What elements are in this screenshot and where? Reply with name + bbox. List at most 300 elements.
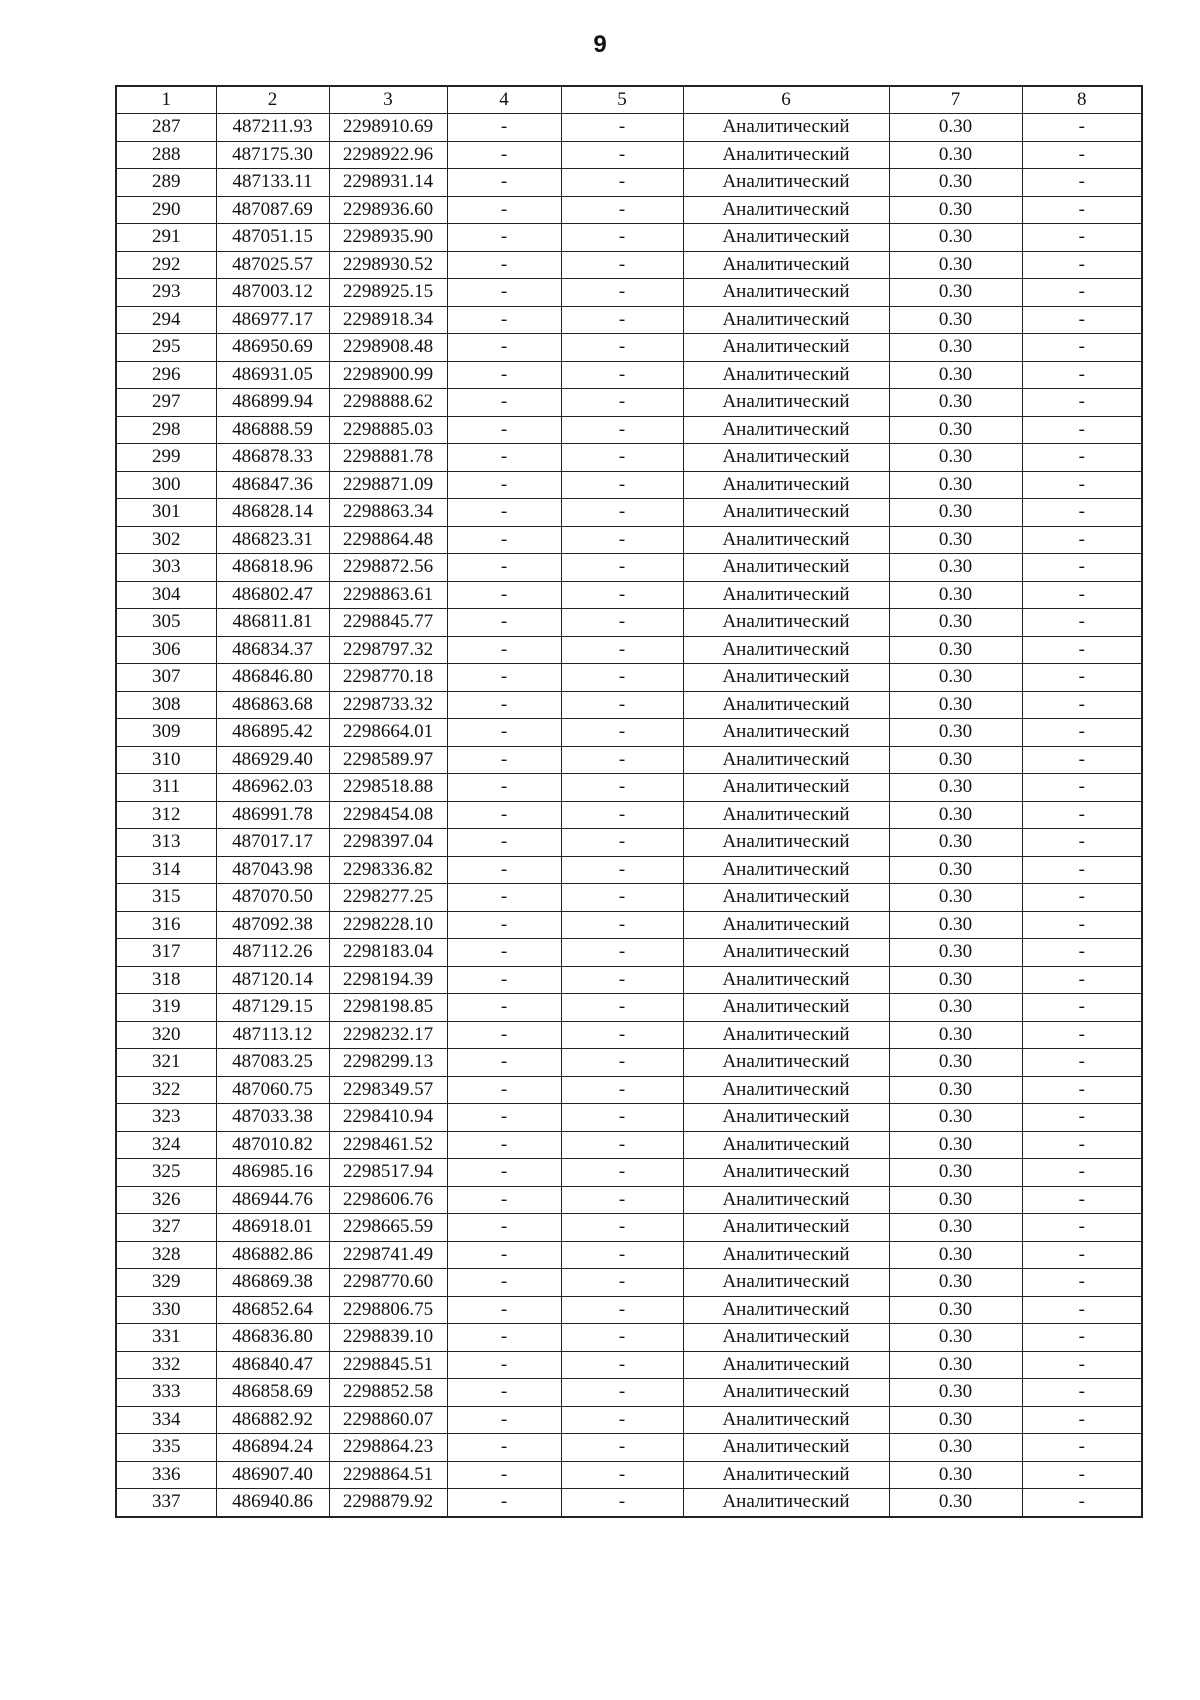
table-row [116, 361, 1142, 389]
method-cell: Аналитический [683, 444, 889, 472]
column-8-value-cell: - [1022, 169, 1142, 197]
accuracy-cell: 0.30 [889, 251, 1022, 279]
accuracy-cell: 0.30 [889, 1214, 1022, 1242]
method-cell: Аналитический [683, 1489, 889, 1517]
table-row [116, 251, 1142, 279]
y-coordinate-cell: 2298770.60 [329, 1269, 447, 1297]
table-row [116, 499, 1142, 527]
column-5-value-cell: - [561, 251, 683, 279]
y-coordinate-cell: 2298741.49 [329, 1241, 447, 1269]
point-number-cell: 290 [116, 196, 216, 224]
point-number-cell: 300 [116, 471, 216, 499]
method-cell: Аналитический [683, 279, 889, 307]
point-number-cell: 302 [116, 526, 216, 554]
column-4-value-cell: - [447, 966, 561, 994]
x-coordinate-cell: 487133.11 [216, 169, 329, 197]
x-coordinate-cell: 486882.86 [216, 1241, 329, 1269]
table-row [116, 746, 1142, 774]
column-4-value-cell: - [447, 1131, 561, 1159]
point-number-cell: 330 [116, 1296, 216, 1324]
accuracy-cell: 0.30 [889, 196, 1022, 224]
table-row [116, 1296, 1142, 1324]
column-4-value-cell: - [447, 664, 561, 692]
accuracy-cell: 0.30 [889, 361, 1022, 389]
accuracy-cell: 0.30 [889, 829, 1022, 857]
table-row [116, 279, 1142, 307]
y-coordinate-cell: 2298806.75 [329, 1296, 447, 1324]
accuracy-cell: 0.30 [889, 526, 1022, 554]
column-5-value-cell: - [561, 609, 683, 637]
method-cell: Аналитический [683, 581, 889, 609]
column-4-value-cell: - [447, 1214, 561, 1242]
y-coordinate-cell: 2298518.88 [329, 774, 447, 802]
y-coordinate-cell: 2298931.14 [329, 169, 447, 197]
column-5-value-cell: - [561, 1021, 683, 1049]
column-5-value-cell: - [561, 554, 683, 582]
column-4-value-cell: - [447, 994, 561, 1022]
accuracy-cell: 0.30 [889, 444, 1022, 472]
column-4-value-cell: - [447, 1434, 561, 1462]
column-8-value-cell: - [1022, 884, 1142, 912]
method-cell: Аналитический [683, 1159, 889, 1187]
y-coordinate-cell: 2298864.48 [329, 526, 447, 554]
method-cell: Аналитический [683, 389, 889, 417]
column-4-value-cell: - [447, 884, 561, 912]
column-header: 6 [683, 86, 889, 114]
column-4-value-cell: - [447, 1269, 561, 1297]
point-number-cell: 320 [116, 1021, 216, 1049]
table-row [116, 1076, 1142, 1104]
x-coordinate-cell: 486882.92 [216, 1406, 329, 1434]
method-cell: Аналитический [683, 829, 889, 857]
method-cell: Аналитический [683, 1104, 889, 1132]
column-5-value-cell: - [561, 1186, 683, 1214]
x-coordinate-cell: 487211.93 [216, 114, 329, 142]
y-coordinate-cell: 2298183.04 [329, 939, 447, 967]
column-4-value-cell: - [447, 581, 561, 609]
column-4-value-cell: - [447, 1186, 561, 1214]
point-number-cell: 293 [116, 279, 216, 307]
column-5-value-cell: - [561, 884, 683, 912]
column-8-value-cell: - [1022, 1296, 1142, 1324]
accuracy-cell: 0.30 [889, 719, 1022, 747]
column-4-value-cell: - [447, 1406, 561, 1434]
column-4-value-cell: - [447, 444, 561, 472]
table-row [116, 1406, 1142, 1434]
accuracy-cell: 0.30 [889, 911, 1022, 939]
column-8-value-cell: - [1022, 1461, 1142, 1489]
column-8-value-cell: - [1022, 499, 1142, 527]
column-4-value-cell: - [447, 1489, 561, 1517]
column-8-value-cell: - [1022, 774, 1142, 802]
y-coordinate-cell: 2298900.99 [329, 361, 447, 389]
column-5-value-cell: - [561, 1214, 683, 1242]
column-4-value-cell: - [447, 306, 561, 334]
column-8-value-cell: - [1022, 114, 1142, 142]
table-row [116, 1104, 1142, 1132]
column-8-value-cell: - [1022, 581, 1142, 609]
x-coordinate-cell: 487113.12 [216, 1021, 329, 1049]
column-5-value-cell: - [561, 499, 683, 527]
y-coordinate-cell: 2298864.51 [329, 1461, 447, 1489]
table-row [116, 141, 1142, 169]
accuracy-cell: 0.30 [889, 169, 1022, 197]
column-4-value-cell: - [447, 1241, 561, 1269]
accuracy-cell: 0.30 [889, 609, 1022, 637]
x-coordinate-cell: 487017.17 [216, 829, 329, 857]
point-number-cell: 317 [116, 939, 216, 967]
y-coordinate-cell: 2298232.17 [329, 1021, 447, 1049]
column-4-value-cell: - [447, 719, 561, 747]
x-coordinate-cell: 486823.31 [216, 526, 329, 554]
method-cell: Аналитический [683, 1214, 889, 1242]
point-number-cell: 325 [116, 1159, 216, 1187]
y-coordinate-cell: 2298839.10 [329, 1324, 447, 1352]
column-5-value-cell: - [561, 829, 683, 857]
column-header: 2 [216, 86, 329, 114]
method-cell: Аналитический [683, 416, 889, 444]
column-8-value-cell: - [1022, 471, 1142, 499]
column-4-value-cell: - [447, 251, 561, 279]
accuracy-cell: 0.30 [889, 114, 1022, 142]
x-coordinate-cell: 487112.26 [216, 939, 329, 967]
point-number-cell: 331 [116, 1324, 216, 1352]
method-cell: Аналитический [683, 1379, 889, 1407]
x-coordinate-cell: 486985.16 [216, 1159, 329, 1187]
table-row [116, 196, 1142, 224]
y-coordinate-cell: 2298872.56 [329, 554, 447, 582]
column-5-value-cell: - [561, 224, 683, 252]
column-8-value-cell: - [1022, 1021, 1142, 1049]
point-number-cell: 310 [116, 746, 216, 774]
method-cell: Аналитический [683, 994, 889, 1022]
x-coordinate-cell: 486834.37 [216, 636, 329, 664]
x-coordinate-cell: 486878.33 [216, 444, 329, 472]
x-coordinate-cell: 486840.47 [216, 1351, 329, 1379]
accuracy-cell: 0.30 [889, 636, 1022, 664]
point-number-cell: 301 [116, 499, 216, 527]
point-number-cell: 296 [116, 361, 216, 389]
table-row [116, 884, 1142, 912]
table-row [116, 911, 1142, 939]
method-cell: Аналитический [683, 1351, 889, 1379]
column-8-value-cell: - [1022, 554, 1142, 582]
column-8-value-cell: - [1022, 279, 1142, 307]
method-cell: Аналитический [683, 1241, 889, 1269]
table-row [116, 691, 1142, 719]
y-coordinate-cell: 2298299.13 [329, 1049, 447, 1077]
column-8-value-cell: - [1022, 1159, 1142, 1187]
x-coordinate-cell: 487033.38 [216, 1104, 329, 1132]
column-8-value-cell: - [1022, 939, 1142, 967]
x-coordinate-cell: 487010.82 [216, 1131, 329, 1159]
accuracy-cell: 0.30 [889, 1269, 1022, 1297]
column-5-value-cell: - [561, 1434, 683, 1462]
page-number: 9 [593, 31, 607, 58]
point-number-cell: 288 [116, 141, 216, 169]
accuracy-cell: 0.30 [889, 1434, 1022, 1462]
column-8-value-cell: - [1022, 1406, 1142, 1434]
y-coordinate-cell: 2298589.97 [329, 746, 447, 774]
column-5-value-cell: - [561, 664, 683, 692]
method-cell: Аналитический [683, 306, 889, 334]
table-row [116, 1131, 1142, 1159]
column-5-value-cell: - [561, 691, 683, 719]
column-8-value-cell: - [1022, 691, 1142, 719]
y-coordinate-cell: 2298879.92 [329, 1489, 447, 1517]
y-coordinate-cell: 2298665.59 [329, 1214, 447, 1242]
accuracy-cell: 0.30 [889, 499, 1022, 527]
x-coordinate-cell: 486991.78 [216, 801, 329, 829]
coordinates-table [115, 85, 1143, 1518]
column-5-value-cell: - [561, 1489, 683, 1517]
point-number-cell: 327 [116, 1214, 216, 1242]
point-number-cell: 329 [116, 1269, 216, 1297]
point-number-cell: 306 [116, 636, 216, 664]
y-coordinate-cell: 2298845.51 [329, 1351, 447, 1379]
point-number-cell: 326 [116, 1186, 216, 1214]
column-8-value-cell: - [1022, 1104, 1142, 1132]
y-coordinate-cell: 2298863.34 [329, 499, 447, 527]
x-coordinate-cell: 486950.69 [216, 334, 329, 362]
column-header: 4 [447, 86, 561, 114]
accuracy-cell: 0.30 [889, 1461, 1022, 1489]
point-number-cell: 307 [116, 664, 216, 692]
table-row [116, 526, 1142, 554]
method-cell: Аналитический [683, 1461, 889, 1489]
column-4-value-cell: - [447, 829, 561, 857]
column-8-value-cell: - [1022, 1269, 1142, 1297]
y-coordinate-cell: 2298885.03 [329, 416, 447, 444]
method-cell: Аналитический [683, 856, 889, 884]
column-header: 8 [1022, 86, 1142, 114]
method-cell: Аналитический [683, 801, 889, 829]
accuracy-cell: 0.30 [889, 1021, 1022, 1049]
column-5-value-cell: - [561, 1406, 683, 1434]
method-cell: Аналитический [683, 719, 889, 747]
column-5-value-cell: - [561, 636, 683, 664]
point-number-cell: 309 [116, 719, 216, 747]
column-8-value-cell: - [1022, 1489, 1142, 1517]
x-coordinate-cell: 487175.30 [216, 141, 329, 169]
accuracy-cell: 0.30 [889, 471, 1022, 499]
column-8-value-cell: - [1022, 1379, 1142, 1407]
column-4-value-cell: - [447, 746, 561, 774]
method-cell: Аналитический [683, 636, 889, 664]
method-cell: Аналитический [683, 471, 889, 499]
column-4-value-cell: - [447, 609, 561, 637]
table-row [116, 1021, 1142, 1049]
column-5-value-cell: - [561, 746, 683, 774]
y-coordinate-cell: 2298925.15 [329, 279, 447, 307]
y-coordinate-cell: 2298935.90 [329, 224, 447, 252]
y-coordinate-cell: 2298852.58 [329, 1379, 447, 1407]
x-coordinate-cell: 486962.03 [216, 774, 329, 802]
column-4-value-cell: - [447, 334, 561, 362]
x-coordinate-cell: 487025.57 [216, 251, 329, 279]
y-coordinate-cell: 2298194.39 [329, 966, 447, 994]
accuracy-cell: 0.30 [889, 939, 1022, 967]
method-cell: Аналитический [683, 1296, 889, 1324]
accuracy-cell: 0.30 [889, 1049, 1022, 1077]
y-coordinate-cell: 2298228.10 [329, 911, 447, 939]
column-8-value-cell: - [1022, 1241, 1142, 1269]
table-row [116, 1186, 1142, 1214]
table-row [116, 1159, 1142, 1187]
x-coordinate-cell: 487129.15 [216, 994, 329, 1022]
point-number-cell: 321 [116, 1049, 216, 1077]
table-row [116, 966, 1142, 994]
x-coordinate-cell: 486929.40 [216, 746, 329, 774]
point-number-cell: 311 [116, 774, 216, 802]
column-4-value-cell: - [447, 1159, 561, 1187]
y-coordinate-cell: 2298922.96 [329, 141, 447, 169]
y-coordinate-cell: 2298517.94 [329, 1159, 447, 1187]
table-row [116, 334, 1142, 362]
accuracy-cell: 0.30 [889, 1379, 1022, 1407]
column-5-value-cell: - [561, 279, 683, 307]
column-4-value-cell: - [447, 1296, 561, 1324]
y-coordinate-cell: 2298277.25 [329, 884, 447, 912]
column-5-value-cell: - [561, 966, 683, 994]
table-row [116, 829, 1142, 857]
table-row [116, 581, 1142, 609]
accuracy-cell: 0.30 [889, 1131, 1022, 1159]
method-cell: Аналитический [683, 526, 889, 554]
column-4-value-cell: - [447, 856, 561, 884]
y-coordinate-cell: 2298410.94 [329, 1104, 447, 1132]
table-row [116, 1489, 1142, 1517]
x-coordinate-cell: 486977.17 [216, 306, 329, 334]
column-8-value-cell: - [1022, 719, 1142, 747]
x-coordinate-cell: 487043.98 [216, 856, 329, 884]
point-number-cell: 336 [116, 1461, 216, 1489]
table-row [116, 1461, 1142, 1489]
column-8-value-cell: - [1022, 389, 1142, 417]
method-cell: Аналитический [683, 554, 889, 582]
accuracy-cell: 0.30 [889, 856, 1022, 884]
point-number-cell: 287 [116, 114, 216, 142]
column-4-value-cell: - [447, 939, 561, 967]
point-number-cell: 323 [116, 1104, 216, 1132]
point-number-cell: 308 [116, 691, 216, 719]
point-number-cell: 332 [116, 1351, 216, 1379]
x-coordinate-cell: 486828.14 [216, 499, 329, 527]
table-row [116, 554, 1142, 582]
y-coordinate-cell: 2298881.78 [329, 444, 447, 472]
x-coordinate-cell: 486852.64 [216, 1296, 329, 1324]
accuracy-cell: 0.30 [889, 1241, 1022, 1269]
table-row [116, 801, 1142, 829]
method-cell: Аналитический [683, 1324, 889, 1352]
y-coordinate-cell: 2298910.69 [329, 114, 447, 142]
method-cell: Аналитический [683, 1269, 889, 1297]
x-coordinate-cell: 486847.36 [216, 471, 329, 499]
x-coordinate-cell: 486895.42 [216, 719, 329, 747]
method-cell: Аналитический [683, 774, 889, 802]
column-8-value-cell: - [1022, 1186, 1142, 1214]
column-8-value-cell: - [1022, 1049, 1142, 1077]
column-header: 1 [116, 86, 216, 114]
point-number-cell: 289 [116, 169, 216, 197]
column-8-value-cell: - [1022, 829, 1142, 857]
column-4-value-cell: - [447, 636, 561, 664]
method-cell: Аналитический [683, 114, 889, 142]
table-row [116, 1351, 1142, 1379]
accuracy-cell: 0.30 [889, 334, 1022, 362]
method-cell: Аналитический [683, 939, 889, 967]
column-4-value-cell: - [447, 691, 561, 719]
accuracy-cell: 0.30 [889, 581, 1022, 609]
x-coordinate-cell: 486863.68 [216, 691, 329, 719]
point-number-cell: 304 [116, 581, 216, 609]
column-4-value-cell: - [447, 499, 561, 527]
table-row [116, 169, 1142, 197]
column-4-value-cell: - [447, 1324, 561, 1352]
table-row [116, 471, 1142, 499]
accuracy-cell: 0.30 [889, 141, 1022, 169]
table-row [116, 1379, 1142, 1407]
accuracy-cell: 0.30 [889, 416, 1022, 444]
y-coordinate-cell: 2298871.09 [329, 471, 447, 499]
column-5-value-cell: - [561, 856, 683, 884]
method-cell: Аналитический [683, 1131, 889, 1159]
y-coordinate-cell: 2298936.60 [329, 196, 447, 224]
y-coordinate-cell: 2298664.01 [329, 719, 447, 747]
table-row [116, 306, 1142, 334]
x-coordinate-cell: 487120.14 [216, 966, 329, 994]
point-number-cell: 334 [116, 1406, 216, 1434]
method-cell: Аналитический [683, 224, 889, 252]
method-cell: Аналитический [683, 746, 889, 774]
point-number-cell: 292 [116, 251, 216, 279]
x-coordinate-cell: 486818.96 [216, 554, 329, 582]
accuracy-cell: 0.30 [889, 279, 1022, 307]
method-cell: Аналитический [683, 169, 889, 197]
method-cell: Аналитический [683, 334, 889, 362]
column-4-value-cell: - [447, 1076, 561, 1104]
y-coordinate-cell: 2298864.23 [329, 1434, 447, 1462]
column-4-value-cell: - [447, 471, 561, 499]
y-coordinate-cell: 2298888.62 [329, 389, 447, 417]
column-8-value-cell: - [1022, 196, 1142, 224]
column-5-value-cell: - [561, 169, 683, 197]
column-5-value-cell: - [561, 114, 683, 142]
method-cell: Аналитический [683, 1406, 889, 1434]
accuracy-cell: 0.30 [889, 1406, 1022, 1434]
x-coordinate-cell: 486940.86 [216, 1489, 329, 1517]
column-4-value-cell: - [447, 1379, 561, 1407]
accuracy-cell: 0.30 [889, 966, 1022, 994]
column-5-value-cell: - [561, 1076, 683, 1104]
column-header: 3 [329, 86, 447, 114]
table-row [116, 1269, 1142, 1297]
point-number-cell: 333 [116, 1379, 216, 1407]
accuracy-cell: 0.30 [889, 801, 1022, 829]
y-coordinate-cell: 2298606.76 [329, 1186, 447, 1214]
method-cell: Аналитический [683, 966, 889, 994]
table-row [116, 664, 1142, 692]
column-5-value-cell: - [561, 1241, 683, 1269]
table-row [116, 1049, 1142, 1077]
x-coordinate-cell: 486907.40 [216, 1461, 329, 1489]
column-8-value-cell: - [1022, 609, 1142, 637]
table-row [116, 444, 1142, 472]
method-cell: Аналитический [683, 1186, 889, 1214]
column-5-value-cell: - [561, 416, 683, 444]
column-5-value-cell: - [561, 911, 683, 939]
point-number-cell: 312 [116, 801, 216, 829]
